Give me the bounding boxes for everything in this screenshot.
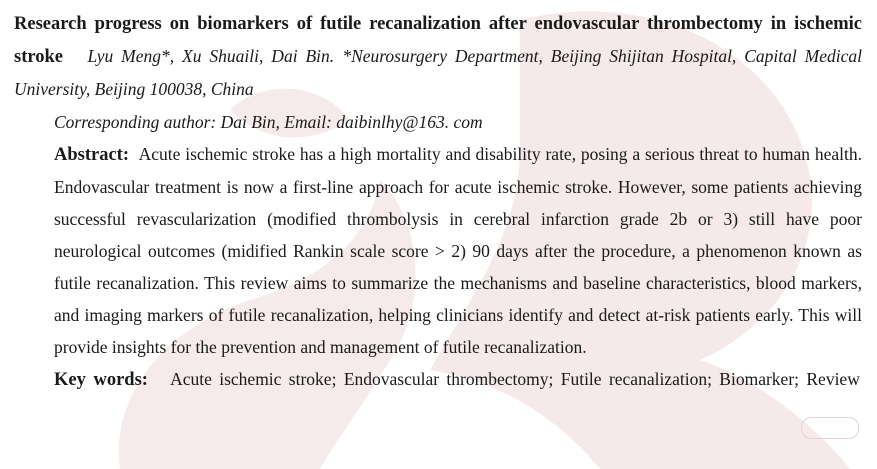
title-block [14, 8, 862, 106]
keywords-text: Acute ischemic stroke; Endovascular thrombectomy; Futile recanalization; Biomarker; Review [170, 369, 860, 389]
abstract-label: Abstract: [54, 145, 130, 165]
paper-title: Research progress on biomarkers of futile recanalization after endovascular thrombectomy in ischemic stroke [14, 14, 862, 67]
abstract-text: Acute ischemic stroke has a high mortality and disability rate, posing a serious threat to human health. Endovascular treatment is now a first-line approach for acute ischemic stroke. However, some patients achieving successful revascularization (modified thrombolysis in cerebral infarction grade 2b or 3) still have poor neurological outcomes (midified Rankin scale score > 2) 90 days after the procedure, a phenomenon known as futile recanalization. This review aims to summarize the mechanisms and baseline characteristics, blood markers, and imaging markers of futile recanalization, helping clinicians identify and detect at-risk patients early. This will provide insights for the prevention and management of futile recanalization. [54, 144, 862, 357]
keywords-label: Key words: [54, 370, 148, 390]
corner-watermark-badge [801, 417, 859, 439]
abstract-section [14, 138, 862, 363]
paper-abstract-block [14, 8, 862, 396]
keywords-section [14, 363, 862, 396]
affiliation: *Neurosurgery Department, Beijing Shijitan Hospital, Capital Medical University, Beijing 100038, China [14, 46, 862, 99]
author-list: Lyu Meng*, Xu Shuaili, Dai Bin. [87, 46, 335, 66]
corresponding-author: Corresponding author: Dai Bin, Email: daibinlhy@163. com [54, 112, 483, 132]
